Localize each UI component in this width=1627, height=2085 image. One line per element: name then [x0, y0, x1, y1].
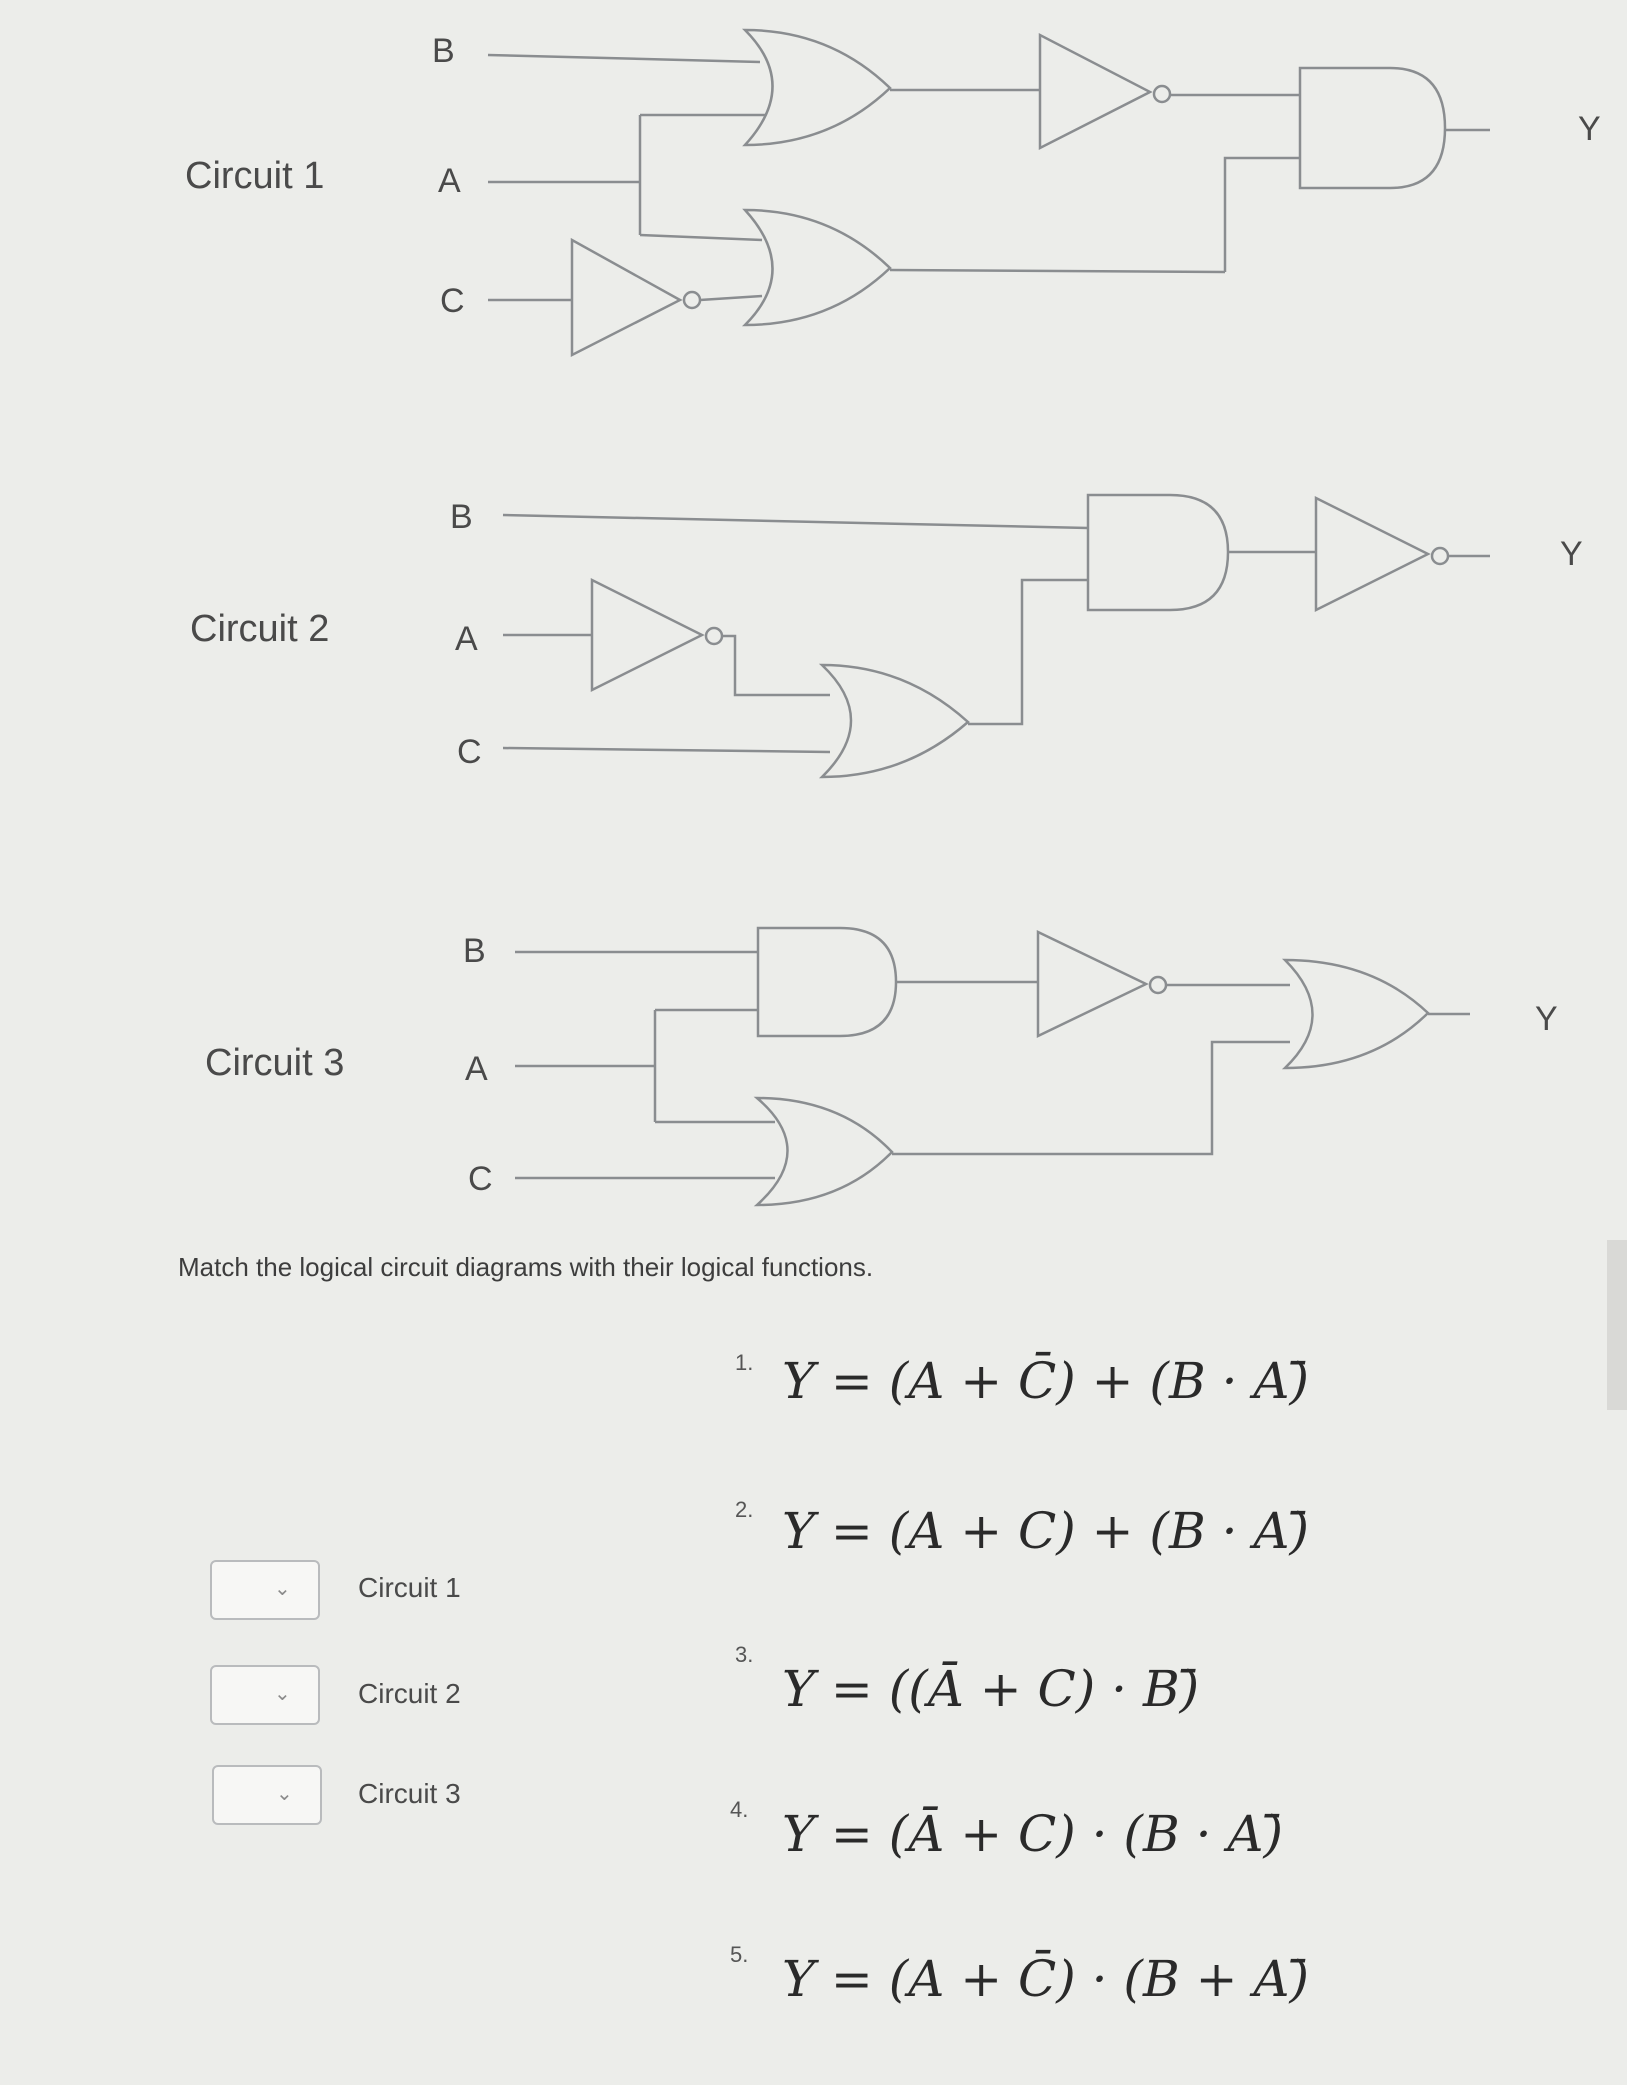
circuit-2-and-gate — [1088, 495, 1228, 610]
circuit-2-input-c: C — [457, 733, 482, 771]
circuit-3-input-a: A — [465, 1050, 488, 1088]
option-4-formula: Y = (Ā + C) · (B · A)̄ — [782, 1805, 1283, 1863]
circuit-3-not-gate — [1038, 932, 1146, 1036]
chevron-down-icon: ⌄ — [276, 1781, 293, 1805]
circuit-3-match-label: Circuit 3 — [358, 1778, 461, 1809]
option-3-number: 3. — [735, 1642, 754, 1667]
circuit-3-label: Circuit 3 — [205, 1042, 345, 1084]
circuit-2-input-a: A — [455, 620, 478, 658]
circuit-1-input-a: A — [438, 162, 461, 200]
option-3-formula: Y = ((Ā + C) · B)̄ — [782, 1660, 1200, 1718]
circuit-2-input-b: B — [450, 498, 473, 536]
circuit-3-input-c: C — [468, 1160, 493, 1198]
circuit-1-or-gate-bottom — [745, 210, 890, 325]
circuit-2-or-gate — [822, 665, 968, 777]
instruction-text: Match the logical circuit diagrams with their logical functions. — [178, 1252, 874, 1282]
circuit-1-select[interactable] — [210, 1560, 320, 1620]
option-4-number: 4. — [730, 1797, 749, 1822]
chevron-down-icon: ⌄ — [274, 1681, 291, 1705]
option-5-number: 5. — [730, 1942, 749, 1967]
option-1-formula: Y = (A + C̄) + (B · A)̄ — [782, 1352, 1309, 1410]
circuit-1-output-y: Y — [1578, 110, 1601, 148]
circuit-2-match-label: Circuit 2 — [358, 1678, 461, 1709]
option-5-formula: Y = (A + C̄) · (B + A)̄ — [782, 1950, 1309, 2008]
circuit-3-and-gate — [758, 928, 896, 1036]
circuit-1-not-gate-c — [572, 240, 680, 355]
chevron-down-icon: ⌄ — [274, 1576, 291, 1600]
scrollbar[interactable] — [1607, 1240, 1627, 1410]
circuit-1-input-c: C — [440, 282, 465, 320]
circuit-2-select[interactable] — [210, 1665, 320, 1725]
circuit-1-not-gate-top — [1040, 35, 1150, 148]
circuit-1-or-gate-top — [745, 30, 890, 145]
circuit-2-diagram — [503, 495, 1490, 777]
circuit-1-and-gate — [1300, 68, 1445, 188]
circuit-2-not-gate-out — [1316, 498, 1428, 610]
option-2-number: 2. — [735, 1497, 754, 1522]
circuit-3-or-gate-left — [757, 1098, 892, 1205]
circuit-2-not-gate-a — [592, 580, 702, 690]
circuit-1-input-b: B — [432, 32, 455, 70]
circuit-3-input-b: B — [463, 932, 486, 970]
circuit-3-diagram — [515, 928, 1470, 1205]
circuit-3-output-y: Y — [1535, 1000, 1558, 1038]
option-2-formula: Y = (A + C) + (B · A)̄ — [782, 1502, 1309, 1560]
circuit-1-match-label: Circuit 1 — [358, 1572, 461, 1603]
circuit-1-label: Circuit 1 — [185, 155, 325, 197]
circuit-2-output-y: Y — [1560, 535, 1583, 573]
circuit-1-diagram — [488, 30, 1490, 355]
option-1-number: 1. — [735, 1350, 754, 1375]
circuit-2-label: Circuit 2 — [190, 608, 330, 650]
circuit-3-select[interactable] — [212, 1765, 322, 1825]
circuit-3-or-gate-out — [1285, 960, 1428, 1068]
